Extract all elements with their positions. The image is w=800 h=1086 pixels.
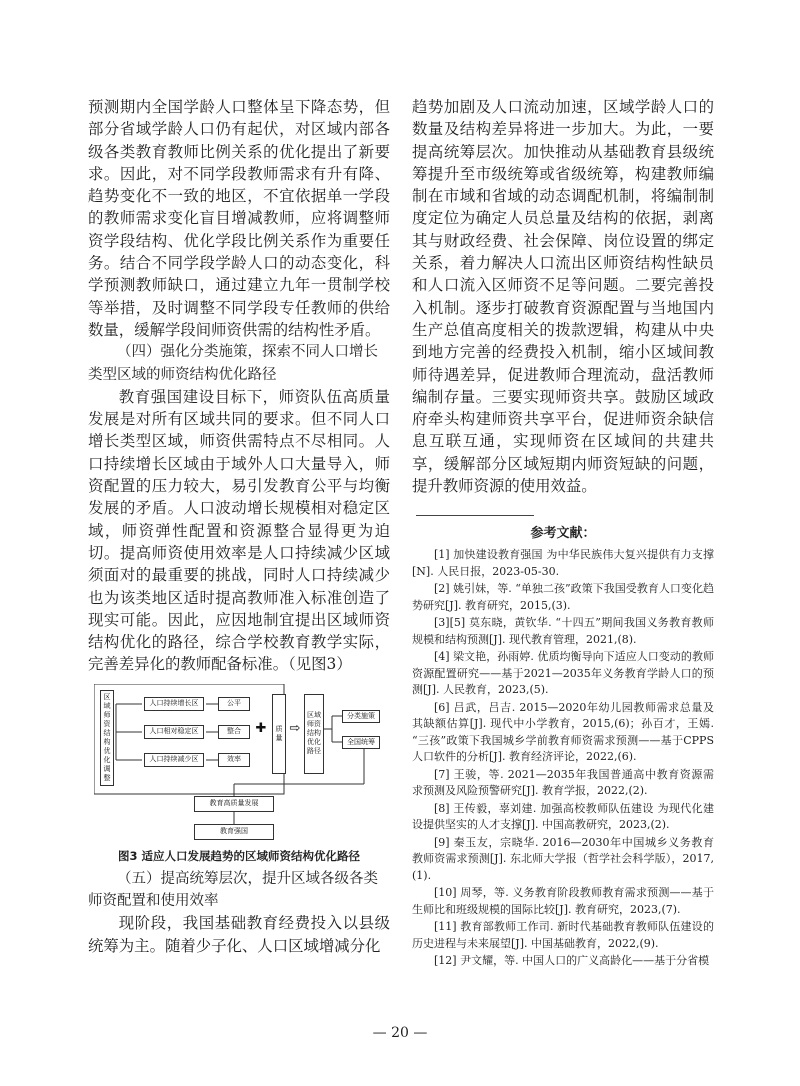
figure-3-diagram [94,684,386,842]
right-column [412,96,714,971]
reference-item: [3][5] 莫东晓，黄钦华. “十四五”期间我国义务教育教师规模和结构预测[J]. 现代教育管理，2021,(8). [412,616,714,646]
population-type-box: 人口相对稳定区 [144,725,204,739]
arrow-right-icon: ⇨ [289,721,301,737]
bottom-box: 教育强国 [194,824,274,840]
population-type-box: 人口持续减少区 [144,753,204,767]
body-paragraph: 预测期内全国学龄人口整体呈下降态势，但部分省域学龄人口仍有起伏，对区域内部各级各类教育教师比例关系的优化提出了新要求。因此，对不同学段教师需求有升有降、趋势变化不一致的地区，不宜依据单一学段的教师需求变化盲目增减教师，应将调整师资学段结构、优化学段比例关系作为重要任务。结合不同学段学龄人口的动态变化，科学预测教师缺口，通过建立九年一贯制学校等举措，及时调整不同学段专任教师的供给数量，缓解学段间师资供需的结构性矛盾。 [88,98,390,339]
reference-item: [12] 尹文耀，等. 中国人口的广义高龄化——基于分省模 [434,954,710,968]
body-paragraph: 教育强国建设目标下，师资队伍高质量发展是对所有区域共同的要求。但不同人口增长类型区域，师资供需特点不尽相同。人口持续增长区域由于域外人口大量导入，师资配置的压力较大，易引发教育公平与均衡发展的矛盾。人口波动增长规模相对稳定区域，师资弹性配置和资源整合显得更为迫切。提高师资使用效率是人口持续减少区域须面对的最重要的挑战，同时人口持续减少也为该类地区适时提高教师准入标准创造了现实可能。因此，应因地制宜提出区域师资结构优化的路径，综合学校教育教学实际，完善差异化的教师配备标准。（见图3） [88,387,390,674]
reference-item: [11] 教育部教师工作司. 新时代基础教育教师队伍建设的历史进程与未来展望[J]. 中国基础教育，2022,(9). [412,920,714,950]
references-divider [416,515,534,516]
section-heading: （四）强化分类施策，探索不同人口增长类型区域的师资结构优化路径 [88,344,378,383]
reference-item: [9] 秦玉友，宗晓华. 2016—2030年中国城乡义务教育教师资需求预测[J]. 东北师大学报（哲学社会科学版），2017,(1). [412,835,714,882]
section-heading: （五）提高统筹层次，提升区域各级各类师资配置和使用效率 [88,870,378,910]
plus-icon: ✚ [255,721,267,737]
reference-item: [4] 梁文艳，孙雨婷. 优质均衡导向下适应人口变动的教师资源配置研究——基于2021—2035年义务教育学龄人口的预测[J]. 人民教育，2023,(5). [412,650,714,697]
body-paragraph: 现阶段，我国基础教育经费投入以县级统筹为主。随着少子化、人口区域增减分化 [88,914,390,955]
body-paragraph: 趋势加剧及人口流动加速，区域学龄人口的数量及结构差异将进一步加大。为此，一要提高统筹层次。加快推动从基础教育县级统筹提升至市级统筹或省级统筹，构建教师编制在市域和省域的动态调配机制，将编制制度定位为确定人员总量及结构的依据，剥离其与财政经费、社会保障、岗位设置的绑定关系，着力解决人口流出区师资结构性缺员和人口流入区师资不足等问题。二要完善投入机制。逐步打破教育资源配置与当地国内生产总值高度相关的拨款逻辑，构建从中央到地方完善的经费投入机制，缩小区域间教师待遇差异，促进教师合理流动，盘活教师编制存量。三要实现师资共享。鼓励区域政府牵头构建师资共享平台，促进师资余缺信息互联互通，实现师资在区域间的共建共享，缓解部分区域短期内师资短缺的问题，提升教师资源的使用效益。 [412,98,714,496]
outcome-box: 全国统筹 [342,736,380,749]
figure-caption: 图3 适应人口发展趋势的区域师资结构优化路径 [117,848,360,863]
left-column [88,96,390,957]
quality-box: 质量 [272,694,286,774]
reference-item: [7] 王骏，等. 2021—2035年我国普通高中教育资源需求预测及风险预警研究[J]. 教育学报，2022,(2). [412,767,714,798]
references-title: 参考文献： [530,526,596,542]
reference-item: [1] 加快建设教育强国 为中华民族伟大复兴提供有力支撑[N]. 人民日报，2023-05-30. [412,548,714,578]
bottom-box: 教育高质量发展 [194,796,274,812]
strategy-box: 效率 [218,753,250,767]
reference-item: [6] 吕武，吕吉. 2015—2020年幼儿园教师需求总量及其缺额估算[J]. 现代中小学教育，2015,(6)；孙百才，王嫣. “三孩”政策下我国城乡学前教育师资需求预测——基于CPPS人口软件的分析[J]. 教育经济评论，2022,(6). [412,700,714,764]
strategy-box: 公平 [218,697,250,711]
reference-item: [8] 王传毅，辜刘建. 加强高校教师队伍建设 为现代化建设提供坚实的人才支撑[J]. 中国高教研究，2023,(2). [412,801,714,832]
page-number: — 20 — [372,1025,428,1041]
outcome-box: 分类施策 [342,710,380,723]
strategy-box: 整合 [218,725,250,739]
references-list [412,547,714,970]
path-label-box: 区域师资结构优化路径 [304,694,324,774]
figure-left-label: 区域师资结构优化调整 [100,690,114,786]
reference-item: [10] 周琴，等. 义务教育阶段教师教育需求预测——基于生师比和班级规模的国际比较[J]. 教育研究，2023,(7). [412,886,714,916]
population-type-box: 人口持续增长区 [144,697,204,711]
reference-item: [2] 姚引妹，等. “单独二孩”政策下我国受教育人口变化趋势研究[J]. 教育研究，2015,(3). [412,582,714,612]
